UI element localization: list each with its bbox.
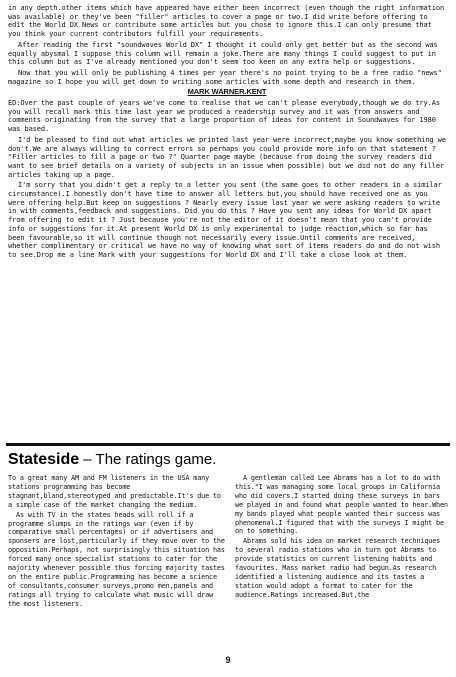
editor-reply-paragraph: ED:Over the past couple of years we've come to realise that we can't please everybody,though we do try.As you will recall mark this time last year we produced a readership survey and it was from answers and comments originating from the survey that a large proportion of ideas for content in Soundwaves for 1980 was based. (8, 99, 441, 134)
section-divider (6, 443, 450, 446)
editor-reply-paragraph: I'm sorry that you didn't get a reply to a letter you sent (the same goes to other readers in a similar circumstance).I honestly don't have time to answer all letters but,you should have received one as you were offering help.But keep on suggestions ? Nearly every issue last year we were asking readers to write in with comments,feedback and suggestions. Did you do this ? Have you sent any ideas for World DX apart from offering to edit it ? Just because you're not the editor of it doesn't mean that you can't provide info or suggestions for it.At present World DX is only experimental to judge reaction,which so far has been favourable,so it will continue though not necessarily every issue.Until comments are received, whether complimentary or critical we have no way of knowing what sort of items readers do and do not wish to see.Drop me a line Mark with your suggestions for World DX and I'll take a close look at them. (8, 181, 442, 259)
article-column-left (8, 474, 228, 610)
letter-paragraph: in any depth.other items which have appeared have either been incorrect (even though the right information was available) or they've been "filler" articles to cover a page or two.I did write before offering to edit the World DX News or contribute some articles but you chose to ignore this.I can only presume that you think your current contributors fulfill your requirements. (8, 4, 445, 39)
letter-column (8, 4, 446, 262)
letter-signature: MARK WARNER.KENT (187, 87, 267, 97)
article-paragraph: As with TV in the states heads will roll if a programme slumps in the ratings war (even if by comparative small percentages) or if advertisers and sponsers are lost,particularly if they move over to the opposition.Perhaps, not surprisingly this situation has forced many once specialist stations to cater for the majority whenever possible thus forcing majority tastes on the entire public.Programming has become a science of consultants,consumer surveys,promo men,panels and ratings all trying to calculate what music will draw the most listeners. (8, 510, 225, 608)
article-paragraph: Abrams sold his idea on market research techniques to several radio stations who in turn got Abrams to provide statistics on current listening habits and favourites. Mass market radio had begun.As research identified a listening audience and its tastes a station would adopt a format to cater for the audience.Ratings increased.But,the (235, 537, 441, 599)
section-heading (8, 451, 448, 469)
editor-reply-paragraph: I'd be pleased to find out what articles we printed last year were incorrect,maybe you know something we don't.We are always willing to correct errors so perhaps you could provide more info on that statement ? "Filler articles to fill a page or two ?" Quarter page maybe (because from doing the survey readers did want to see brief details on a variety of subjects in an issue when possible) but we did not do any filler articles taking up a page. (8, 135, 446, 179)
article-column-right (235, 474, 448, 601)
section-subtitle: – The ratings game. (79, 451, 217, 468)
letter-paragraph: After reading the first "soundwaves World DX" I thought it could only get better but as the second was equally abysmal I suppose this column will remain a joke.There are many things I could suggest to put in this column but as I've already mentioned you don't seem too keen on any extra help or suggestions. (8, 40, 438, 67)
page-number: 9 (225, 655, 231, 665)
letter-paragraph: Now that you will only be publishing 4 times per year there's no point trying to be a free radio "news" magazine so I hope you will get down to writing some articles with some depth and research in them. (8, 68, 442, 86)
section-title: Stateside (8, 451, 80, 468)
article-paragraph: To a great many AM and FM listeners in the USA many stations programming has become stagnant,bland,stereotyped and predictable.It's due to a simple case of the market changing the medium. (8, 474, 221, 509)
article-paragraph: A gentleman called Lee Abrams has a lot to do with this."I was managing some local groups in California who did covers.I started doing these surveys in bars we played in and found what people wanted to hear.When my bands played what people wanted their success was phenomenal.I figured that with the surveys I might be on to something. (235, 474, 448, 536)
